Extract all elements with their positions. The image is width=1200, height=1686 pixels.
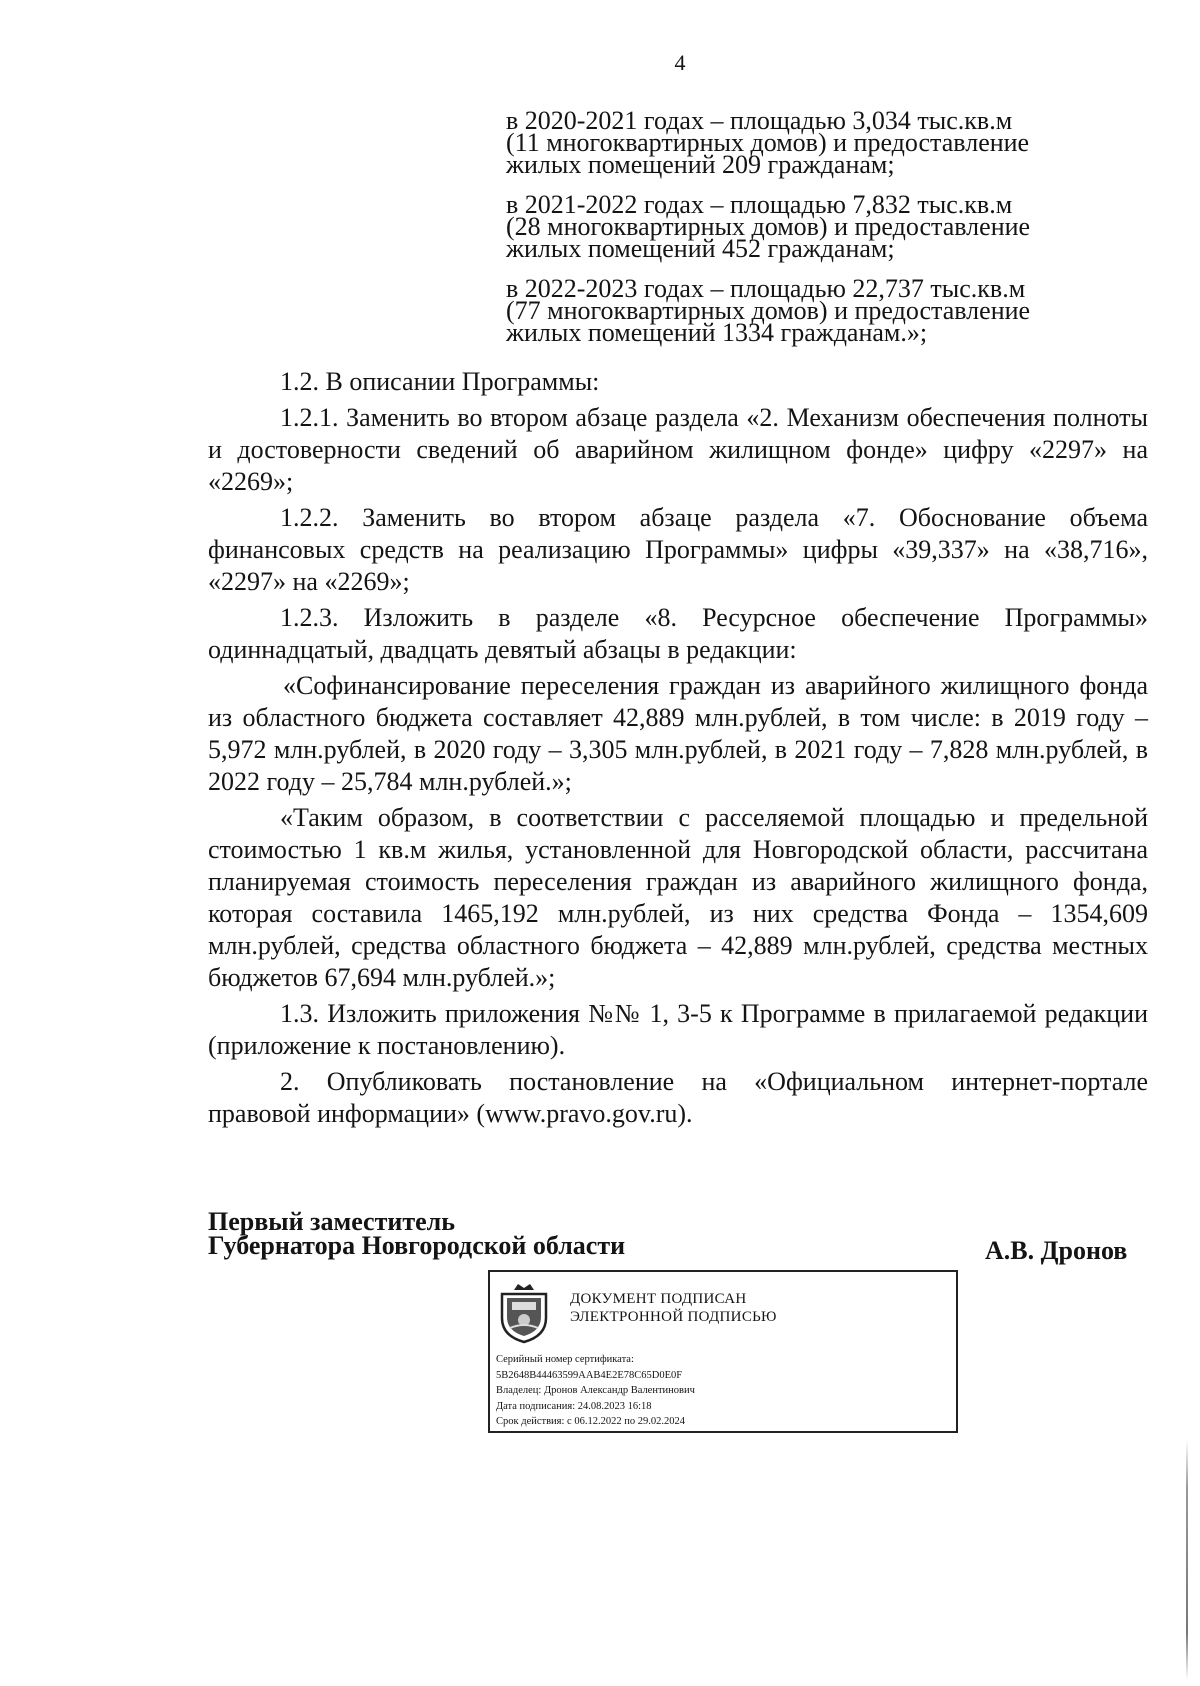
signatory-name: А.В. Дронов: [985, 1236, 1128, 1265]
serial-label: Серийный номер сертификата:: [496, 1354, 634, 1365]
scan-edge-line: [1186, 1440, 1188, 1680]
electronic-signature-stamp: [488, 1270, 958, 1433]
paragraph: 1.2.2. Заменить во втором абзаце раздела «7. Обоснование объема финансовых средств на реализацию Программы» цифры «39,337» на «38,716», «2297» на «2269»;: [208, 503, 1148, 596]
certificate-owner: Владелец: Дронов Александр Валентинович: [496, 1385, 695, 1396]
signing-date: Дата подписания: 24.08.2023 16:18: [496, 1400, 652, 1412]
paragraph: 1.3. Изложить приложения №№ 1, 3-5 к Программе в прилагаемой редакции (приложение к постановлению).: [208, 999, 1148, 1060]
novgorod-coat-of-arms-icon: [498, 1280, 550, 1344]
paragraph: «Таким образом, в соответствии с расселяемой площадью и предельной стоимостью 1 кв.м жилья, установленной для Новгородской области, рассчитана планируемая стоимость переселения граждан из аварийного жилищного фонда, которая составила 1465,192 млн.рублей, из них средства Фонда – 1354,609 млн.рублей, средства областного бюджета – 42,889 млн.рублей, средства местных бюджетов 67,694 млн.рублей.»;: [208, 803, 1148, 992]
position-line: Первый заместитель: [208, 1207, 455, 1236]
paragraph: 1.2.3. Изложить в разделе «8. Ресурсное обеспечение Программы» одиннадцатый, двадцать девятый абзацы в редакции:: [208, 603, 1148, 664]
stamp-title-line: ДОКУМЕНТ ПОДПИСАН: [570, 1291, 747, 1307]
page-number: 4: [674, 50, 686, 75]
paragraph: 2. Опубликовать постановление на «Официальном интернет-портале правовой информации» (www.pravo.gov.ru).: [208, 1067, 1148, 1128]
amended-list: [506, 106, 1106, 362]
stamp-title: [570, 1290, 777, 1326]
serial-number: 5B2648B44463599AAB4E2E78C65D0E0F: [496, 1369, 683, 1381]
certificate-details: [496, 1352, 695, 1430]
stamp-title-line: ЭЛЕКТРОННОЙ ПОДПИСЬЮ: [570, 1309, 777, 1325]
paragraph: 1.2. В описании Программы:: [280, 367, 600, 396]
position-line: Губернатора Новгородской области: [208, 1231, 626, 1260]
list-item: в 2020-2021 годах – площадью 3,034 тыс.кв.м (11 многоквартирных домов) и предоставление жилых помещений 209 гражданам;: [506, 106, 1030, 179]
document-body: [208, 366, 1148, 1134]
validity-period: Срок действия: с 06.12.2022 по 29.02.2024: [496, 1416, 685, 1427]
paragraph: «Софинансирование переселения граждан из аварийного жилищного фонда из областного бюджета составляет 42,889 млн.рублей, в том числе: в 2019 году – 5,972 млн.рублей, в 2020 году – 3,305 млн.рублей, в 2021 году – 7,828 млн.рублей, в 2022 году – 25,784 млн.рублей.»;: [208, 671, 1148, 796]
paragraph: 1.2.1. Заменить во втором абзаце раздела «2. Механизм обеспечения полноты и достоверности сведений об аварийном жилищном фонде» цифру «2297» на «2269»;: [208, 403, 1148, 496]
list-item: в 2022-2023 годах – площадью 22,737 тыс.кв.м (77 многоквартирных домов) и предоставление жилых помещений 1334 гражданам.»;: [506, 274, 1031, 347]
signatory-position: [208, 1207, 626, 1260]
list-item: в 2021-2022 годах – площадью 7,832 тыс.кв.м (28 многоквартирных домов) и предоставление жилых помещений 452 гражданам;: [506, 190, 1031, 263]
